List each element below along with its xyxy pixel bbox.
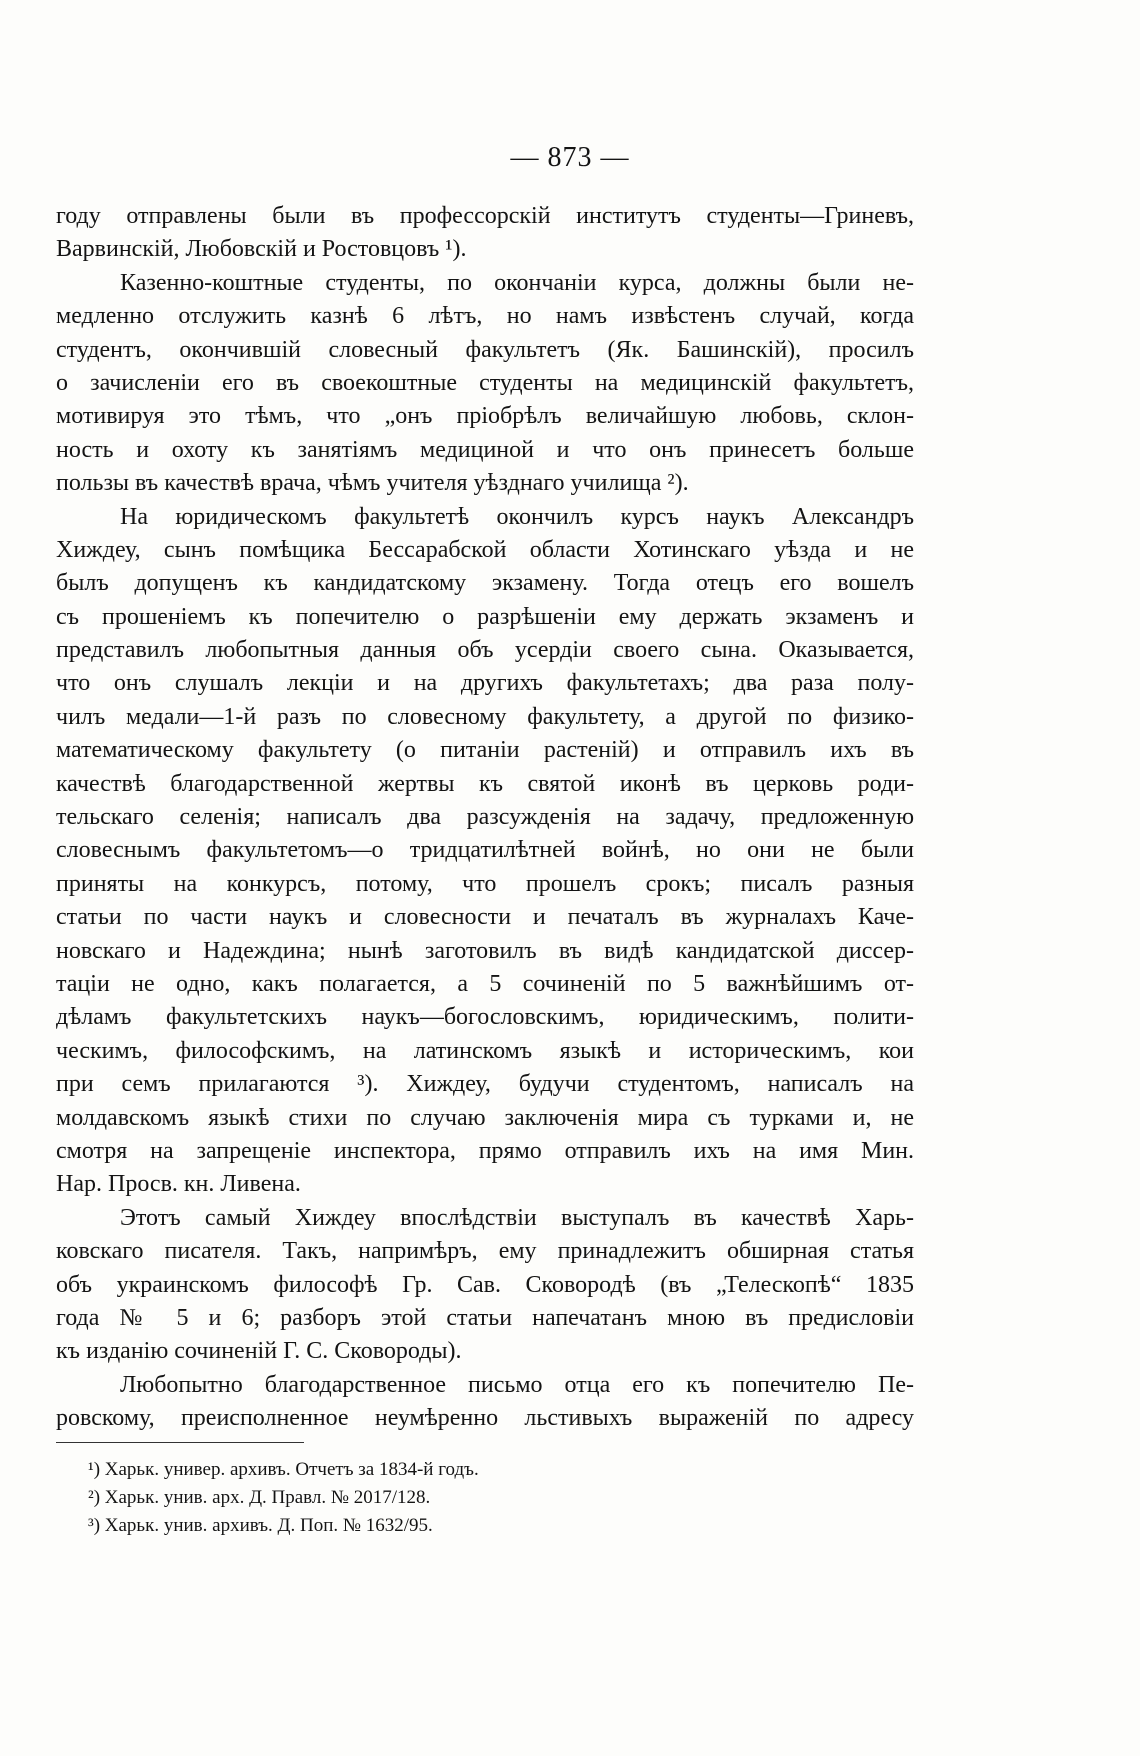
text-line: На юридическомъ факультетѣ окончилъ курсъ наукъ Александръ: [120, 503, 914, 530]
text-line: при семъ прилагаются ³). Хиждеу, будучи студентомъ, написалъ на: [56, 1071, 914, 1098]
text-line: что онъ слушалъ лекціи и на другихъ факультетахъ; два раза полу-: [56, 670, 914, 697]
footnote-2: ²) Харьк. унив. арх. Д. Правл. № 2017/128.: [88, 1487, 431, 1508]
text-line: математическому факультету (о питаніи растеній) и отправилъ ихъ въ: [56, 737, 914, 764]
text-line: года № 5 и 6; разборъ этой статьи напечатанъ мною въ предисловіи: [56, 1304, 914, 1331]
text-line: молдавскомъ языкѣ стихи по случаю заключенія мира съ турками и, не: [56, 1104, 914, 1131]
text-line: о зачисленіи его въ своекоштные студенты на медицинскій факультетъ,: [56, 369, 914, 396]
footnote-1: ¹) Харьк. универ. архивъ. Отчетъ за 1834-й годъ.: [88, 1459, 479, 1480]
text-line: Этотъ самый Хиждеу впослѣдствіи выступалъ въ качествѣ Харь-: [120, 1204, 914, 1231]
text-line: медленно отслужить казнѣ 6 лѣтъ, но намъ извѣстенъ случай, когда: [56, 303, 914, 330]
text-line: качествѣ благодарственной жертвы къ святой иконѣ въ церковь роди-: [56, 770, 914, 797]
text-line: Хиждеу, сынъ помѣщика Бессарабской области Хотинскаго уѣзда и не: [56, 536, 914, 563]
text-line: Варвинскій, Любовскій и Ростовцовъ ¹).: [56, 236, 467, 263]
text-line: таціи не одно, какъ полагается, а 5 сочиненій по 5 важнѣйшимъ от-: [56, 970, 914, 997]
text-line: ровскому, преисполненное неумѣренно льстивыхъ выраженій по адресу: [56, 1405, 914, 1432]
text-line: ковскаго писателя. Такъ, напримѣръ, ему принадлежитъ обширная статья: [56, 1238, 914, 1265]
text-line: новскаго и Надеждина; нынѣ заготовилъ въ видѣ кандидатской диссер-: [56, 937, 914, 964]
page-number: — 873 —: [510, 142, 630, 173]
text-line: Казенно-коштные студенты, по окончаніи курса, должны были не-: [120, 269, 914, 296]
text-line: представилъ любопытныя данныя объ усердіи своего сына. Оказывается,: [56, 637, 914, 664]
text-line: ность и охоту къ занятіямъ медициной и что онъ принесетъ больше: [56, 436, 914, 463]
text-line: Нар. Просв. кн. Ливена.: [56, 1171, 301, 1198]
text-line: съ прошеніемъ къ попечителю о разрѣшеніи ему держать экзаменъ и: [56, 603, 914, 630]
text-line: дѣламъ факультетскихъ наукъ—богословскимъ, юридическимъ, полити-: [56, 1004, 914, 1031]
text-line: статьи по части наукъ и словесности и печаталъ въ журналахъ Каче-: [56, 904, 914, 931]
text-line: словеснымъ факультетомъ—о тридцатилѣтней войнѣ, но они не были: [56, 837, 914, 864]
footnote-separator: [56, 1442, 304, 1443]
text-line: пользы въ качествѣ врача, чѣмъ учителя уѣзднаго училища ²).: [56, 470, 689, 497]
text-line: Любопытно благодарственное письмо отца его къ попечителю Пе-: [120, 1371, 914, 1398]
text-line: году отправлены были въ профессорскій институтъ студенты—Гриневъ,: [56, 203, 914, 229]
text-line: къ изданію сочиненій Г. С. Сковороды).: [56, 1338, 462, 1365]
text-line: тельскаго селенія; написалъ два разсужденія на задачу, предложенную: [56, 804, 914, 831]
text-line: чилъ медали—1-й разъ по словесному факультету, а другой по физико-: [56, 703, 914, 730]
footnotes: [88, 1456, 479, 1540]
text-line: студентъ, окончившій словесный факультетъ (Як. Башинскій), просилъ: [56, 336, 914, 363]
body-text: [56, 200, 914, 1435]
text-line: приняты на конкурсъ, потому, что прошелъ срокъ; писалъ разныя: [56, 870, 914, 897]
text-line: смотря на запрещеніе инспектора, прямо отправилъ ихъ на имя Мин.: [56, 1137, 914, 1164]
footnote-3: ³) Харьк. унив. архивъ. Д. Поп. № 1632/95.: [88, 1515, 433, 1536]
text-line: объ украинскомъ философѣ Гр. Сав. Сковородѣ (въ „Телескопѣ“ 1835: [56, 1271, 914, 1298]
text-line: ческимъ, философскимъ, на латинскомъ языкѣ и историческимъ, кои: [56, 1037, 914, 1064]
text-line: былъ допущенъ къ кандидатскому экзамену. Тогда отецъ его вошелъ: [56, 570, 914, 597]
text-line: мотивируя это тѣмъ, что „онъ пріобрѣлъ величайшую любовь, склон-: [56, 403, 914, 430]
